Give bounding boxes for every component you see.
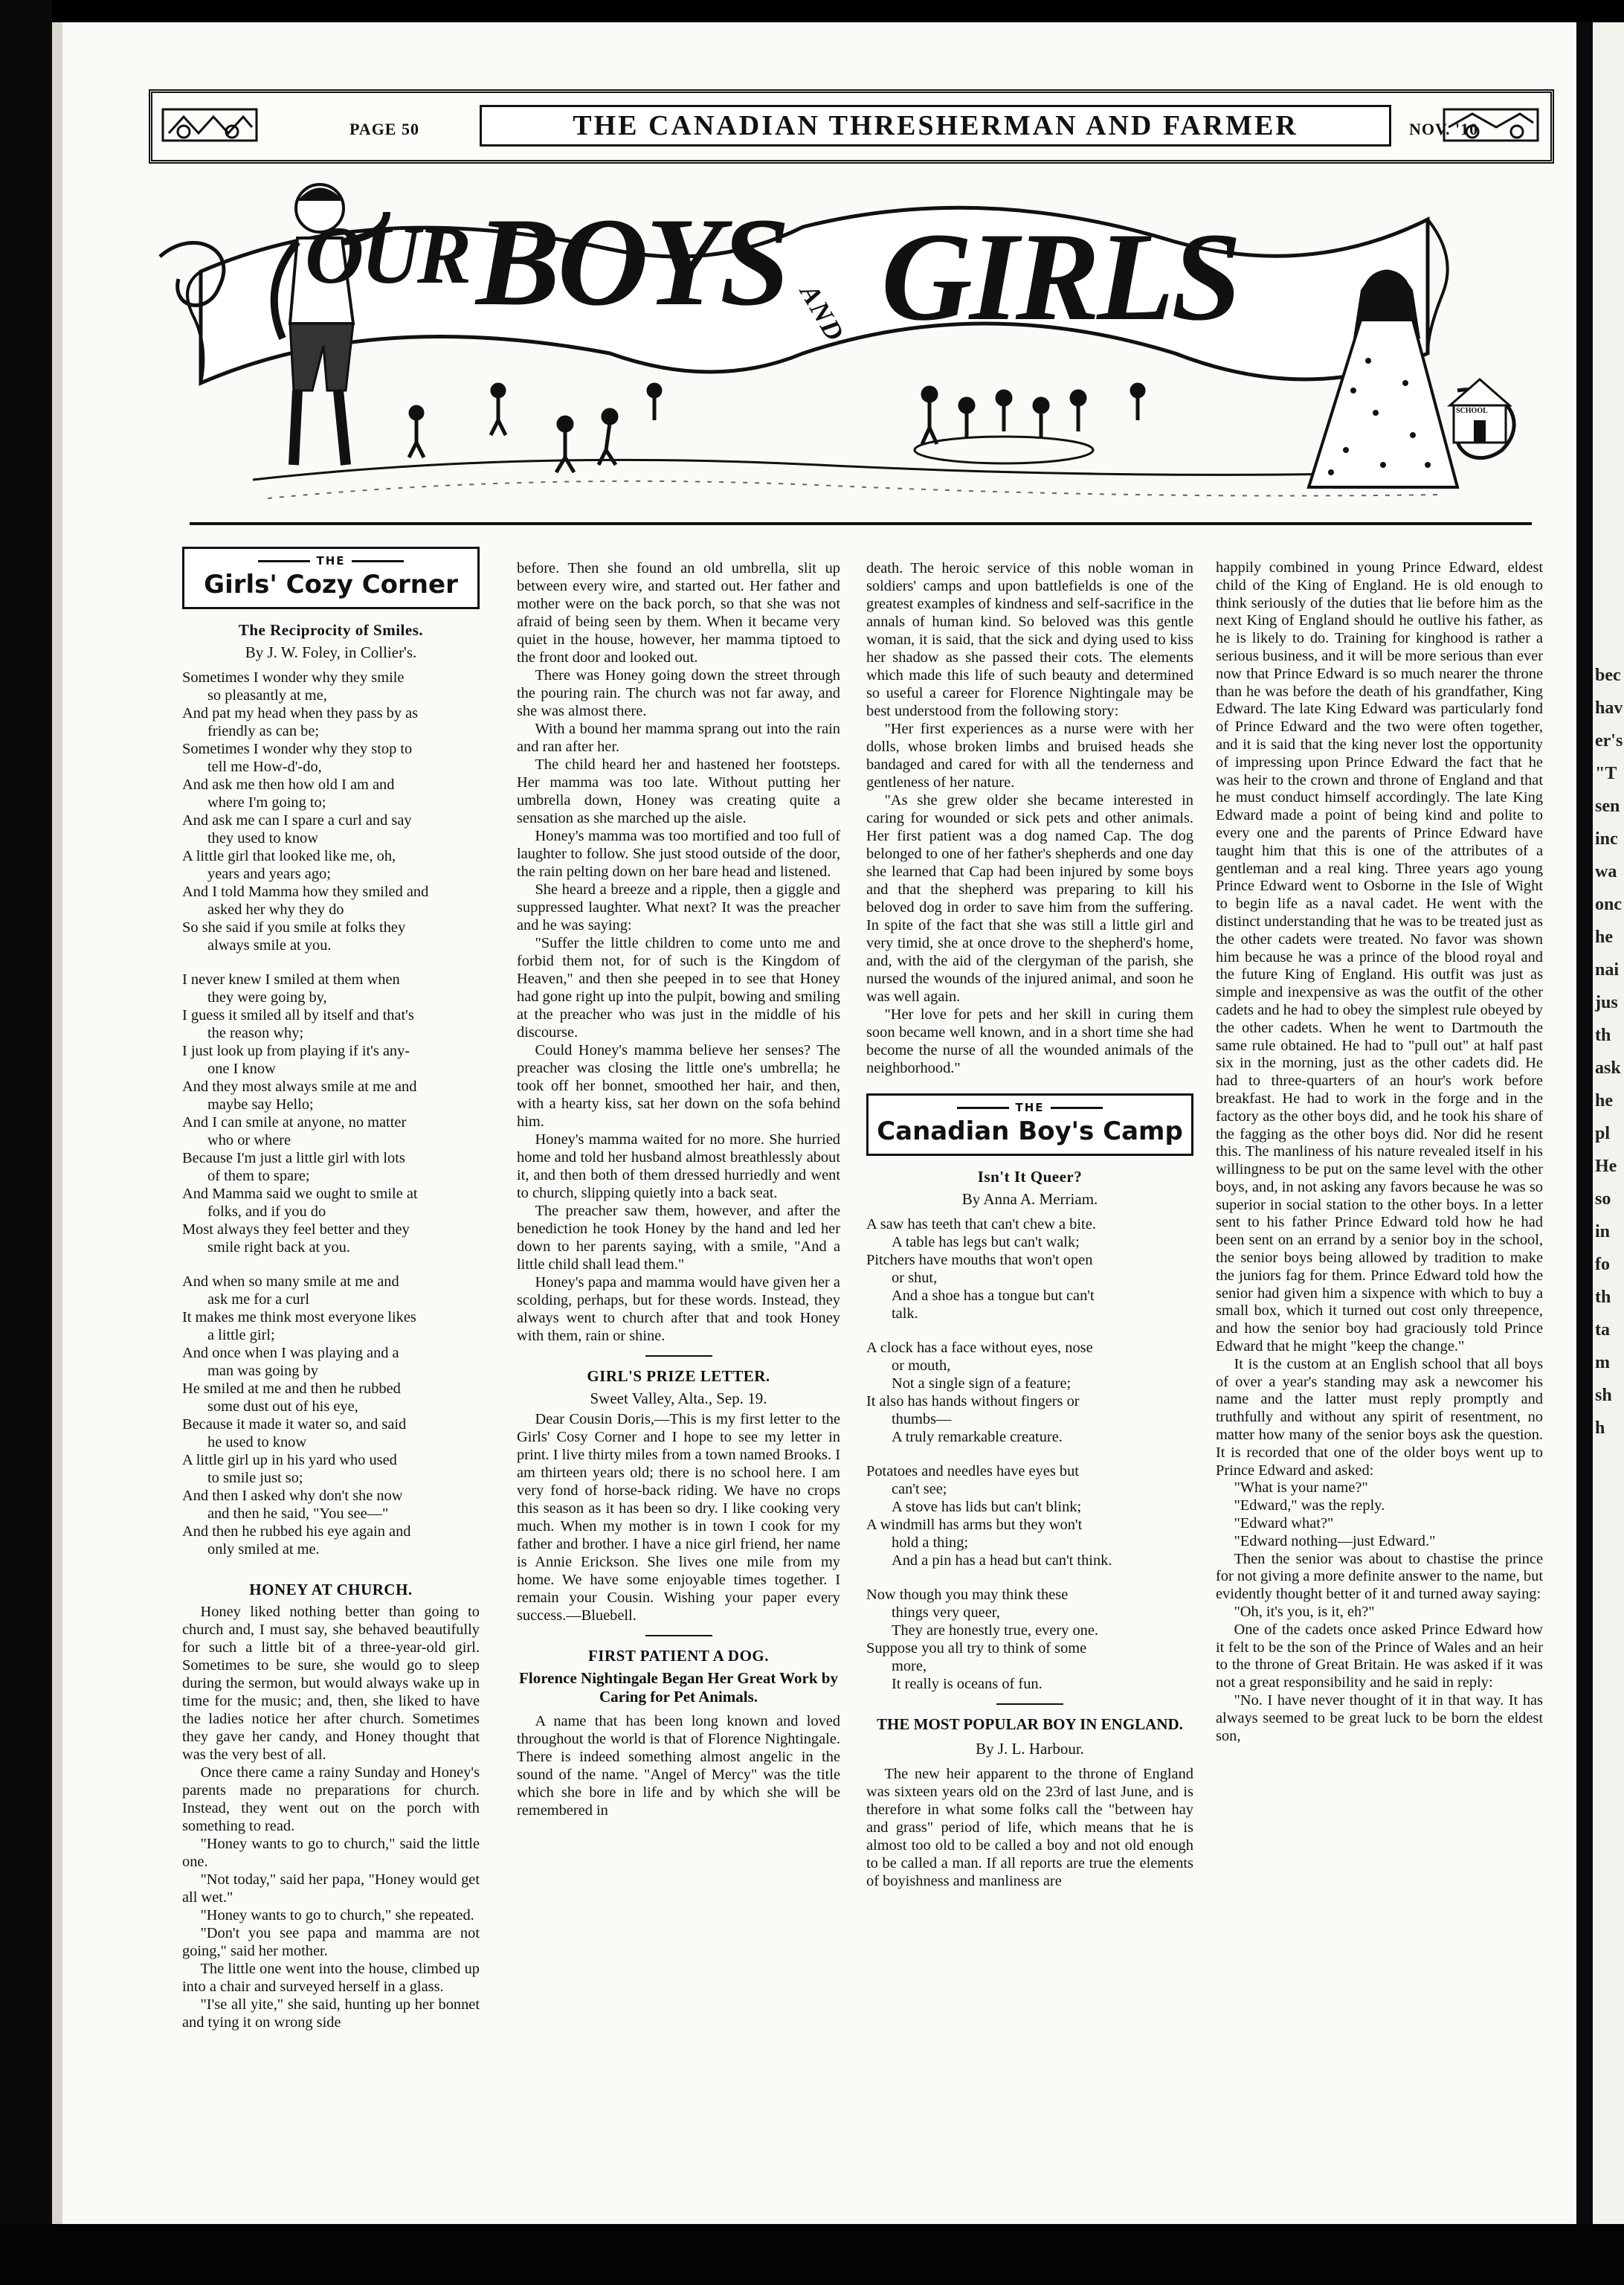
paragraph: There was Honey going down the street through the pouring rain. The church was not far away, and she was almost there.: [517, 667, 840, 719]
poem-line: can't see;: [892, 1481, 947, 1497]
poem-line: They are honestly true, every one.: [892, 1622, 1098, 1639]
poem-title: The Reciprocity of Smiles.: [238, 621, 424, 639]
fragment-text: inc: [1595, 829, 1618, 849]
poem-line: I never knew I smiled at them when: [182, 971, 400, 988]
poem-line: And I can smile at anyone, no matter: [182, 1114, 407, 1131]
article-subtitle: Florence Nightingale Began Her Great Work by Caring for Pet Animals.: [519, 1669, 838, 1706]
fragment-text: ask: [1595, 1058, 1621, 1078]
article-title: THE MOST POPULAR BOY IN ENGLAND.: [877, 1715, 1183, 1733]
poem-line: so pleasantly at me,: [207, 687, 327, 704]
poem-line: only smiled at me.: [207, 1541, 320, 1558]
poem-line: And I told Mamma how they smiled and: [182, 884, 429, 900]
divider: [996, 1703, 1063, 1705]
poem-line: Sometimes I wonder why they stop to: [182, 741, 413, 757]
poem-line: I guess it smiled all by itself and that's: [182, 1007, 414, 1023]
poem-line: always smile at you.: [207, 937, 332, 954]
article-title: GIRL'S PRIZE LETTER.: [587, 1367, 770, 1385]
poem-line: Sometimes I wonder why they smile: [182, 669, 405, 686]
fragment-text: hav: [1595, 698, 1623, 718]
paragraph: "Edward what?": [1234, 1515, 1334, 1532]
fragment-text: sen: [1595, 797, 1620, 816]
poem-line: Most always they feel better and they: [182, 1221, 410, 1238]
poem-line: A truly remarkable creature.: [892, 1429, 1063, 1445]
divider: [645, 1635, 712, 1636]
column-2: [517, 559, 840, 1819]
school-sign: SCHOOL: [1456, 407, 1488, 415]
poem-line: A little girl up in his yard who used: [182, 1452, 397, 1468]
poem-line: And then he rubbed his eye again and: [182, 1523, 411, 1540]
poem-line: And they most always smile at me and: [182, 1079, 417, 1095]
paragraph: It is the custom at an English school that all boys of over a year's standing may ask a newcomer his name and the latter must reply promptly and truthfully and without any spirit of resentment, no matter how many of the senior boys ask the question. It is recorded that one of the older boys went up to Prince Edward and asked:: [1216, 1355, 1543, 1479]
poem-line: where I'm going to;: [207, 794, 326, 811]
paragraph: Once there came a rainy Sunday and Honey's parents made no preparations for church. Instead, they went out on the porch with something to read.: [182, 1764, 480, 1834]
fragment-text: He: [1595, 1157, 1617, 1176]
poem-line: A saw has teeth that can't chew a bite.: [866, 1216, 1096, 1233]
ornament-left-icon: [161, 103, 258, 147]
poem-line: friendly as can be;: [207, 723, 320, 739]
poem-byline: By J. W. Foley, in Collier's.: [245, 643, 417, 661]
section-banner: [149, 167, 1547, 517]
poem-line: they used to know: [207, 830, 318, 846]
ornament-right-icon: [1443, 103, 1539, 147]
poem-line: It makes me think most everyone likes: [182, 1309, 416, 1325]
poem-line: So she said if you smile at folks they: [182, 919, 406, 936]
poem-line: And once when I was playing and a: [182, 1345, 399, 1361]
paragraph: Dear Cousin Doris,—This is my first letter to the Girls' Cosy Corner and I hope to see my letter in print. I live thirty miles from a town named Brooks. I am thirteen years old; there is no school here. I am very fond of horse-back riding. We have no crops this season as it has been so dry. I like cooking very much. When my mother is in town I cook for my father and brother. I have a nice girl friend, her name is Annie Erickson. She lives one mile from my home. We have some enjoyable times together. I remain your Cousin. Wishing your paper every success.—Bluebell.: [517, 1411, 840, 1624]
poem-line: thumbs—: [892, 1411, 952, 1427]
heading-title: Canadian Boy's Camp: [877, 1116, 1183, 1146]
fragment-text: in: [1595, 1222, 1611, 1241]
heading-title: Girls' Cozy Corner: [204, 570, 458, 600]
poem-line: man was going by: [207, 1363, 318, 1379]
poem-line: the reason why;: [207, 1025, 304, 1041]
poem-line: And a shoe has a tongue but can't: [892, 1288, 1095, 1304]
poem-line: a little girl;: [207, 1327, 275, 1343]
banner-word-girls: GIRLS: [881, 207, 1239, 347]
banner-word-boys: BOYS: [476, 192, 787, 332]
paragraph: "I'se all yite," she said, hunting up her bonnet and tying it on wrong side: [182, 1996, 480, 2031]
poem-stanza: [182, 971, 480, 1256]
fragment-text: th: [1595, 1288, 1611, 1307]
poem-line: who or where: [207, 1132, 291, 1148]
poem-line: It also has hands without fingers or: [866, 1393, 1080, 1410]
paragraph: "Her first experiences as a nurse were with her dolls, whose broken limbs and bruised heads she bandaged and cared for with all the tenderness and gentleness of her nature.: [866, 721, 1193, 791]
fragment-text: jus: [1595, 993, 1618, 1012]
column-3: [866, 559, 1193, 1890]
fragment-text: wa: [1595, 862, 1617, 881]
paragraph: "What is your name?": [1234, 1479, 1368, 1497]
poem-line: A table has legs but can't walk;: [892, 1234, 1080, 1250]
poem-stanza: [866, 1586, 1193, 1693]
fragment-text: th: [1595, 1026, 1611, 1045]
paragraph: "Oh, it's you, is it, eh?": [1234, 1604, 1375, 1621]
poem-line: talk.: [892, 1305, 918, 1322]
adjacent-page-fragment: [1593, 22, 1624, 2224]
poem-line: and then he said, "You see—": [207, 1505, 389, 1522]
poem-line: And pat my head when they pass by as: [182, 705, 419, 722]
poem-line: Because I'm just a little girl with lots: [182, 1150, 405, 1166]
paragraph: Then the senior was about to chastise the prince for not giving a more definite answer to the name, but evidently thought better of it and turned away saying:: [1216, 1550, 1543, 1603]
girls-cozy-corner-heading: [182, 547, 480, 609]
poem-line: things very queer,: [892, 1604, 1000, 1621]
column-4: [1216, 559, 1543, 1745]
fragment-text: he: [1595, 1091, 1613, 1111]
masthead: [149, 89, 1554, 164]
heading-the: THE: [873, 1099, 1187, 1116]
fragment-text: fo: [1595, 1255, 1610, 1274]
poem-line: Not a single sign of a feature;: [892, 1375, 1072, 1392]
poem-stanza: [866, 1462, 1193, 1569]
paragraph: One of the cadets once asked Prince Edward how it felt to be the son of the Prince of Wales and an heir to the throne of Great Britain. He was asked if it was not a great responsibility and he said in reply:: [1216, 1621, 1543, 1691]
poem-line: hold a thing;: [892, 1534, 969, 1551]
banner-rule: [190, 522, 1532, 525]
paragraph: Honey liked nothing better than going to church and, I must say, she behaved beautifully for such a little bit of a three-year-old girl. Sometimes to be sure, she would go to sleep during the sermon, but would always wake up in time for the music; and, then, she liked to have the ladies notice her after church. Sometimes they gave her candy, and Honey thought that was the very best of all.: [182, 1604, 480, 1763]
paragraph: "Not today," said her papa, "Honey would get all wet.": [182, 1871, 480, 1906]
paragraph: "Edward," was the reply.: [1234, 1497, 1385, 1514]
poem-stanza: [866, 1215, 1193, 1323]
poem-line: or mouth,: [892, 1357, 951, 1374]
paragraph: before. Then she found an old umbrella, slit up between every wire, and started out. Her father and mother were on the back porch, so that she was not afraid of being seen by them. When it became very quiet in the house, however, her mamma tiptoed to the front door and looked out.: [517, 560, 840, 666]
paragraph: Honey's mamma waited for no more. She hurried home and told her husband almost breathlessly about it, and then both of them dressed hurriedly and went to church, slipping quietly into a back seat.: [517, 1131, 840, 1201]
paragraph: "Don't you see papa and mamma are not going," said her mother.: [182, 1925, 480, 1959]
issue-date: NOV. '10: [1409, 120, 1479, 138]
fragment-text: so: [1595, 1189, 1611, 1209]
paragraph: "Honey wants to go to church," she repeated.: [200, 1907, 474, 1924]
paragraph: "Honey wants to go to church," said the little one.: [182, 1836, 480, 1870]
fragment-text: h: [1595, 1418, 1605, 1438]
fragment-text: er's: [1595, 731, 1623, 751]
poem-line: Potatoes and needles have eyes but: [866, 1463, 1079, 1479]
paragraph: The preacher saw them, however, and after the benediction he took Honey by the hand and led her down to her parents saying, with a smile, "And a little child shall lead them.": [517, 1203, 840, 1273]
poem-line: tell me How-d'-do,: [207, 759, 322, 775]
paragraph: Honey's mamma was too mortified and too full of laughter to follow. She just stood outside of the door, the rain pelting down on her bare head and listened.: [517, 828, 840, 880]
paragraph: "Edward nothing—just Edward.": [1234, 1532, 1436, 1549]
poem-byline: By Anna A. Merriam.: [961, 1190, 1098, 1208]
banner-word-our: OUR: [305, 210, 469, 301]
poem-stanza: [182, 669, 480, 954]
paragraph: death. The heroic service of this noble woman in soldiers' camps and upon battlefields is one of the greatest examples of kindness and self-sacrifice in the annals of human kind. So beloved was this gentle woman, it is said, that the sick and dying used to kiss her shadow as she passed their cots. The elements which made this life of such beauty and determined so useful a career for Florence Nightingale may be best understood from the following story:: [866, 560, 1193, 719]
poem-line: maybe say Hello;: [207, 1096, 314, 1113]
paragraph: The new heir apparent to the throne of England was sixteen years old on the 23rd of last June, and is therefore in what some folks call the "between hay and grass" period of life, which means that he is almost too old to be called a boy and not old enough to be called a man. If all reports are true the elements of boyishness and manliness are: [866, 1766, 1193, 1889]
poem-line: asked her why they do: [207, 902, 344, 918]
poem-line: And Mamma said we ought to smile at: [182, 1186, 418, 1202]
page-binding-edge: [52, 22, 62, 2224]
fragment-text: sh: [1595, 1386, 1612, 1405]
fragment-text: pl: [1595, 1124, 1611, 1143]
fragment-text: nai: [1595, 960, 1620, 980]
poem-line: years and years ago;: [207, 866, 331, 882]
article-title: HONEY AT CHURCH.: [249, 1581, 413, 1598]
paragraph: The little one went into the house, climbed up into a chair and surveyed herself in a glass.: [182, 1961, 480, 1995]
poem-line: It really is oceans of fun.: [892, 1676, 1043, 1692]
paragraph: "As she grew older she became interested in caring for wounded or sick pets and other animals. Her first patient was a dog named Cap. The dog belonged to one of her father's shepherds and one day she learned that Cap had been injured by some boys and that the shepherd was preparing to kill his beloved dog in order to save him from the suffering. In spite of the fact that she was still a little girl and very timid, she at once drove to the shepherd's home, and, with the aid of the clergyman of the parish, she nursed the wounds of the injured animal, and soon he was well again.: [866, 792, 1193, 1005]
poem-line: And ask me then how old I am and: [182, 777, 395, 793]
paragraph: The child heard her and hastened her footsteps. Her mamma was too late. Without putting her umbrella down, Honey was creating quite a sensation as she marched up the aisle.: [517, 756, 840, 826]
fragment-text: "T: [1595, 764, 1617, 783]
page-number: PAGE 50: [349, 120, 419, 138]
poem-line: Pitchers have mouths that won't open: [866, 1252, 1093, 1268]
page-gutter: [1576, 22, 1593, 2224]
paragraph: Could Honey's mamma believe her senses? The preacher was closing the little one's umbrella; he took off her bonnet, smoothed her hair, and then, with a hearty kiss, sat her down on the sofa behind him.: [517, 1042, 840, 1130]
scan-border-bottom: [0, 2224, 1624, 2285]
poem-line: or shut,: [892, 1270, 938, 1286]
poem-line: A stove has lids but can't blink;: [892, 1499, 1082, 1515]
poem-line: folks, and if you do: [207, 1203, 326, 1220]
paragraph: Honey's papa and mamma would have given her a scolding, perhaps, but for these words. Instead, they always went to church after that and took Honey with them, rain or shine.: [517, 1274, 840, 1344]
poem-line: he used to know: [207, 1434, 307, 1450]
poem-line: He smiled at me and then he rubbed: [182, 1381, 401, 1397]
poem-line: Because it made it water so, and said: [182, 1416, 407, 1433]
fragment-text: he: [1595, 928, 1613, 947]
poem-line: Now though you may think these: [866, 1587, 1069, 1603]
letter-dateline: Sweet Valley, Alta., Sep. 19.: [590, 1389, 767, 1407]
poem-title: Isn't It Queer?: [977, 1168, 1083, 1186]
poem-line: some dust out of his eye,: [207, 1398, 358, 1415]
fragment-text: bec: [1595, 666, 1621, 685]
scan-border: [0, 0, 52, 2285]
poem-stanza: [182, 1273, 480, 1558]
poem-line: they were going by,: [207, 989, 327, 1006]
column-1: [182, 547, 480, 2031]
fragment-text: ta: [1595, 1320, 1610, 1340]
paragraph: With a bound her mamma sprang out into the rain and ran after her.: [517, 721, 840, 755]
publication-title: THE CANADIAN THRESHERMAN AND FARMER: [480, 105, 1391, 147]
heading-the: THE: [189, 552, 473, 570]
paragraph: A name that has been long known and loved throughout the world is that of Florence Nightingale. There is indeed something almost angelic in the sound of the name. "Angel of Mercy" was the title which she bore in life and by which she will be remembered in: [517, 1713, 840, 1819]
paragraph: She heard a breeze and a ripple, then a giggle and suppressed laughter. What next? It was the preacher and he was saying:: [517, 881, 840, 933]
poem-line: I just look up from playing if it's any-: [182, 1043, 410, 1059]
poem-line: ask me for a curl: [207, 1291, 310, 1308]
paragraph: "No. I have never thought of it in that way. It has always seemed to be great luck to be born the eldest son,: [1216, 1692, 1543, 1744]
poem-line: more,: [892, 1658, 927, 1674]
fragment-text: onc: [1595, 895, 1622, 914]
poem-line: to smile just so;: [207, 1470, 303, 1486]
poem-line: A clock has a face without eyes, nose: [866, 1340, 1093, 1356]
divider: [645, 1355, 712, 1357]
paragraph: "Suffer the little children to come unto me and forbid them not, for of such is the Kingdom of Heaven," and then she peeped in to see that Honey had gone right up into the pulpit, bowing and smiling at the preacher who was just in the middle of his discourse.: [517, 935, 840, 1041]
poem-line: A little girl that looked like me, oh,: [182, 848, 396, 864]
poem-line: And when so many smile at me and: [182, 1273, 399, 1290]
canadian-boys-camp-heading: [866, 1093, 1193, 1156]
poem-line: Suppose you all try to think of some: [866, 1640, 1087, 1656]
poem-line: And ask me can I spare a curl and say: [182, 812, 412, 829]
poem-line: And a pin has a head but can't think.: [892, 1552, 1112, 1569]
poem-line: And then I asked why don't she now: [182, 1488, 403, 1504]
poem-line: smile right back at you.: [207, 1239, 350, 1256]
poem-line: one I know: [207, 1061, 276, 1077]
paragraph: "Her love for pets and her skill in curing them soon became well known, and in a short time she had become the nurse of all the wounded animals of the neighborhood.": [866, 1006, 1193, 1076]
poem-line: of them to spare;: [207, 1168, 310, 1184]
poem-stanza: [866, 1339, 1193, 1446]
fragment-text: m: [1595, 1353, 1610, 1372]
article-title: FIRST PATIENT A DOG.: [587, 1647, 769, 1665]
poem-line: A windmill has arms but they won't: [866, 1517, 1083, 1533]
banner-word-and: AND: [794, 279, 851, 347]
paragraph: happily combined in young Prince Edward, eldest child of the King of England. He is old enough to think seriously of the duties that lie before him as the next King of England should he outlive his father, as he is likely to do. Training for kinghood is rather a serious business, and it will be more serious than ever now that Prince Edward is so much nearer the throne than he was before the death of his grandfather, King Edward. The late King Edward was particularly fond of Prince Edward and the two were often together, and it is said that the king never lost the opportunity of impressing upon Prince Edward the fact that he was heir to the crown and throne of England and that he must conduct himself accordingly. The late King Edward made a point of being kind and polite to every one and the parents of Prince Edward have taught him that this is one of the attributes of a gentleman and a real king. Three years ago young Prince Edward went to Osborne in the Isle of Wight to begin life as a naval cadet. He went with the distinct understanding that he was to be treated just as the other cadets were treated. No favor was shown him because he was a prince of the blood royal and the future King of England. His outfit was just as simple and inexpensive as was the outfit of the other cadets and he had to obey the simplest rule obeyed by the other cadets. When he went to Dartmouth the same rule obtained. He had to "pull out" at half past six in the morning, just as the other cadets did. He had to three-quarters of an hour's work before breakfast. He had to work in the forge and in the factory as the other boys did, and he took his share of the fagging as the other boys did. Nor did he resent this. The manliness of his nature revealed itself in his willingness to be put on the same level with the other boys, and, in not asking any favors because he was so superior in social station to the other boys. In a letter sent to his father Prince Edward told how he had been sent on an errand by a senior boy in the school, the senior boys being allowed by tradition to make the juniors fag for them. Prince Edward told how the senior had given him a sixpence with which to buy a small box, which it turned out cost only threepence, and how the senior boy had graciously told Prince Edward that he might "keep the change.": [1216, 559, 1543, 1355]
article-byline: By J. L. Harbour.: [976, 1740, 1084, 1758]
